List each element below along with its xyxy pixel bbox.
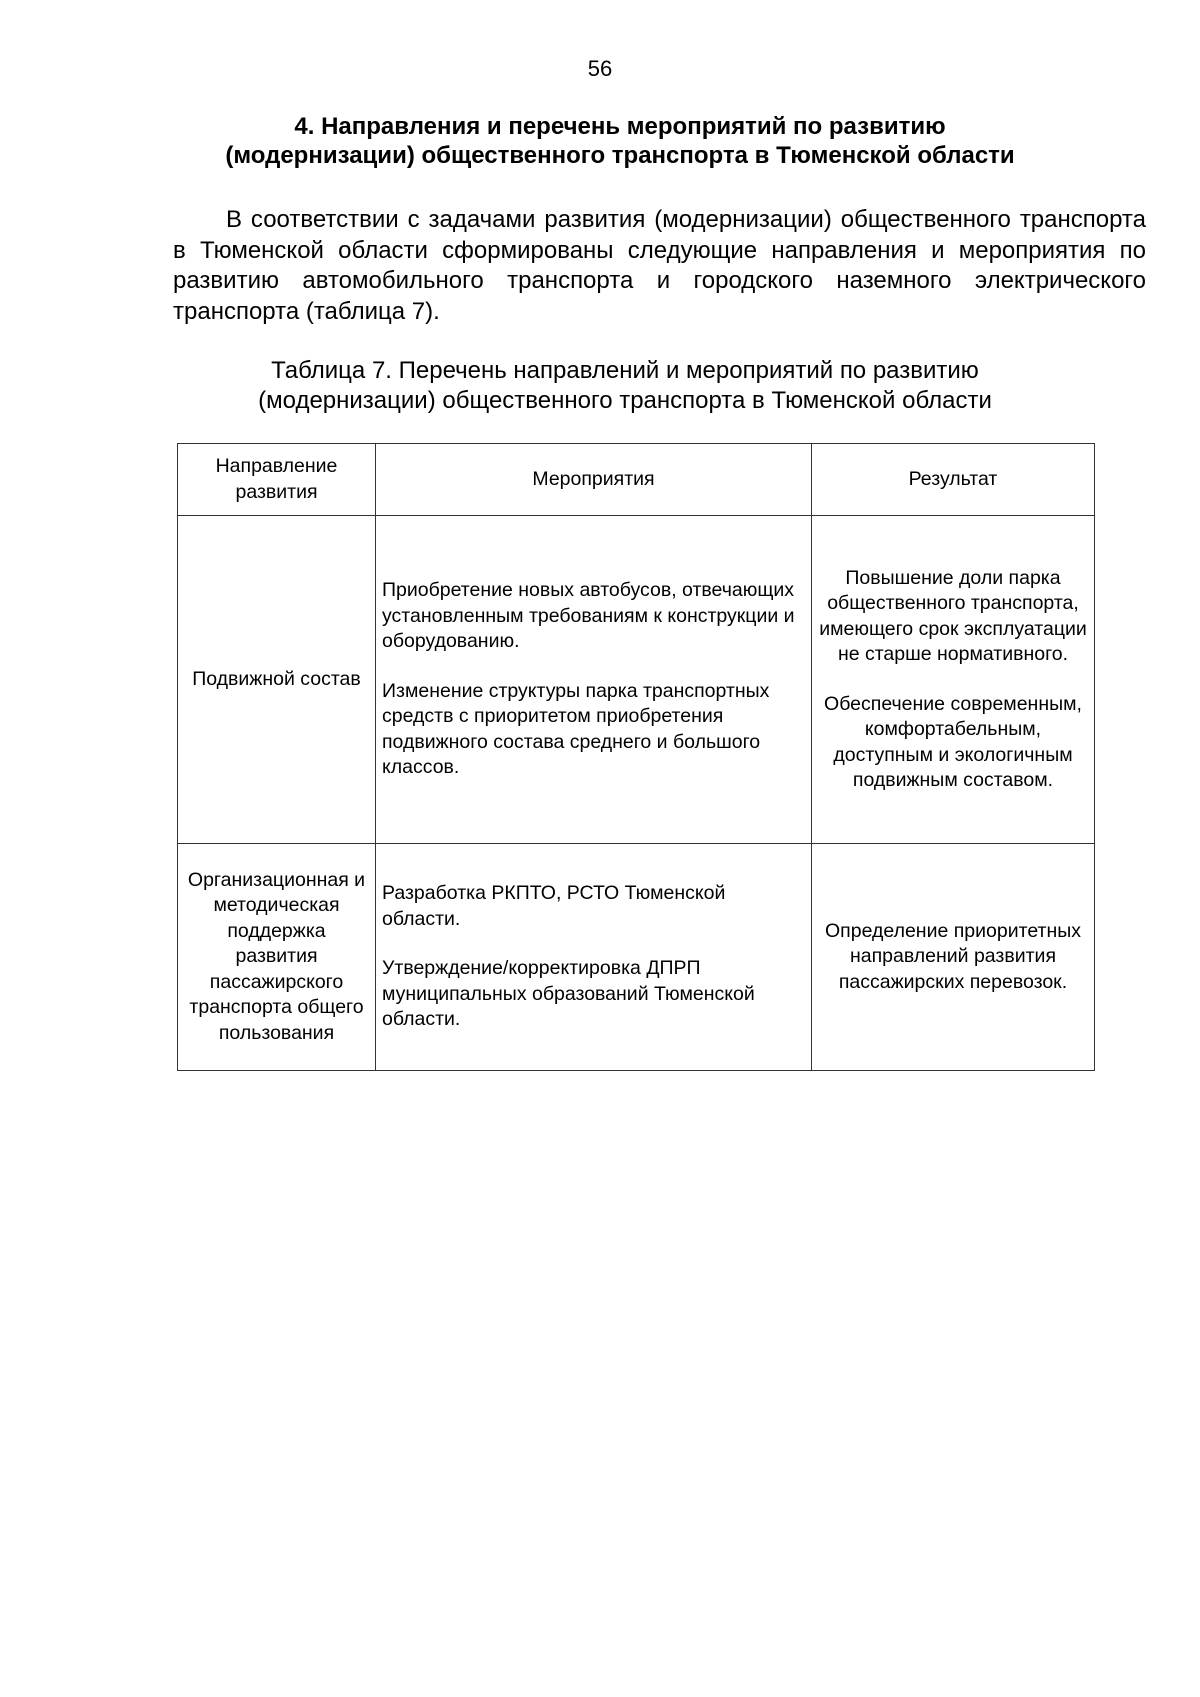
- event-item: Изменение структуры парка транспортных средств с приоритетом приобретения подвижного состава среднего и большого классов.: [382, 679, 770, 779]
- event-item: Утверждение/корректировка ДПРП муниципальных образований Тюменской области.: [382, 957, 755, 1031]
- table-caption: [160, 356, 1090, 416]
- header-result: Результат: [812, 444, 1095, 516]
- events-cell: [376, 516, 812, 844]
- header-events: Мероприятия: [376, 444, 812, 516]
- table-row: [178, 844, 1095, 1071]
- events-table: [177, 443, 1095, 1071]
- result-item: Повышение доли парка общественного транспорта, имеющего срок эксплуатации не старше нормативного.: [819, 566, 1087, 665]
- body-paragraph: В соответствии с задачами развития (модернизации) общественного транспорта в Тюменской области сформированы следующие направления и мероприятия по развитию автомобильного транспорта и городского наземного электрического транспорта (таблица 7).: [173, 206, 1146, 325]
- page-number: 56: [587, 56, 613, 81]
- table-header-row: [178, 444, 1095, 516]
- event-item: Разработка РКПТО, РСТО Тюменской области.: [382, 882, 726, 930]
- table-row: [178, 516, 1095, 844]
- direction-cell: Подвижной состав: [178, 516, 376, 844]
- section-heading: [170, 112, 1070, 170]
- events-cell: [376, 844, 812, 1071]
- direction-cell: Организационная и методическая поддержка развития пассажирского транспорта общего пользования: [178, 844, 376, 1071]
- result-item: Определение приоритетных направлений развития пассажирских перевозок.: [825, 919, 1081, 993]
- result-cell: [812, 844, 1095, 1071]
- section-heading-line: 4. Направления и перечень мероприятий по развитию: [294, 113, 946, 140]
- event-item: Приобретение новых автобусов, отвечающих установленным требованиям к конструкции и оборудованию.: [382, 579, 795, 653]
- section-heading-line: (модернизации) общественного транспорта в Тюменской области: [225, 142, 1015, 169]
- result-cell: [812, 516, 1095, 844]
- result-item: Обеспечение современным, комфортабельным, доступным и экологичным подвижным составом.: [824, 692, 1082, 791]
- table-caption-line: Таблица 7. Перечень направлений и мероприятий по развитию: [271, 357, 979, 384]
- table-caption-line: (модернизации) общественного транспорта в Тюменской области: [258, 387, 992, 414]
- header-direction: Направление развития: [178, 444, 376, 516]
